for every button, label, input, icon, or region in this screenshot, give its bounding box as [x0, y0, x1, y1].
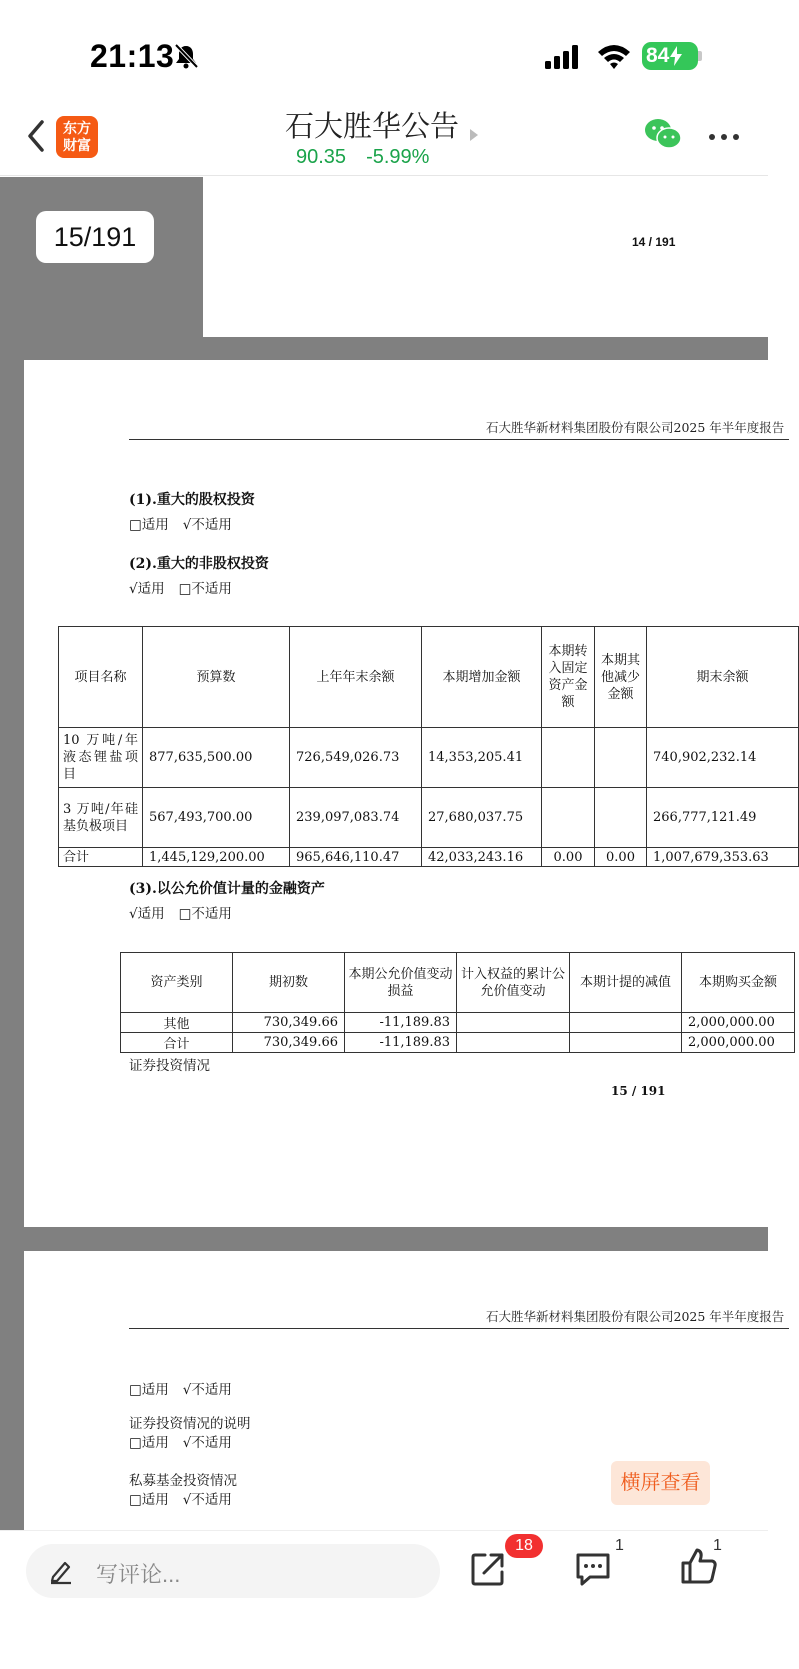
table-cell — [570, 1013, 682, 1033]
share-icon[interactable] — [470, 1551, 506, 1587]
option-applicable: □适用 — [129, 1382, 169, 1398]
wifi-icon — [596, 42, 632, 70]
option-not-applicable: √不适用 — [182, 1435, 232, 1451]
section-2-options — [129, 577, 232, 597]
table-cell: 965,646,110.47 — [290, 848, 422, 867]
app-logo-line2: 财富 — [63, 137, 91, 153]
doc-header-text: 石大胜华新材料集团股份有限公司2025 年半年度报告 — [486, 420, 785, 435]
table-cell: 0.00 — [542, 848, 595, 867]
option-applicable: □适用 — [129, 1492, 169, 1508]
like-count: 1 — [713, 1537, 722, 1554]
column-header: 本期增加金额 — [422, 627, 542, 728]
column-header: 预算数 — [143, 627, 290, 728]
table-cell: -11,189.83 — [345, 1033, 457, 1053]
cellular-signal-icon — [545, 44, 585, 70]
table-cell: 42,033,243.16 — [422, 848, 542, 867]
table-cell: 239,097,083.74 — [290, 788, 422, 848]
securities-desc-label: 证券投资情况的说明 — [129, 1416, 251, 1432]
table-row — [59, 728, 799, 788]
option-not-applicable: √不适用 — [182, 1382, 232, 1398]
table-cell: 1,007,679,353.63 — [647, 848, 799, 867]
pdf-viewer[interactable] — [0, 177, 785, 1530]
wechat-share-icon[interactable] — [644, 118, 682, 150]
table-cell — [570, 1033, 682, 1053]
comment-input[interactable] — [26, 1544, 440, 1598]
app-logo-line1: 东方 — [63, 120, 91, 136]
table-cell: 740,902,232.14 — [647, 728, 799, 788]
securities-options — [129, 1378, 232, 1398]
doc-header-text: 石大胜华新材料集团股份有限公司2025 年半年度报告 — [486, 1309, 785, 1324]
table-total-row — [121, 1033, 795, 1053]
page-16 — [24, 1251, 785, 1551]
section-3-options — [129, 902, 232, 922]
stock-price: 90.35 — [296, 146, 347, 168]
page-15 — [24, 360, 785, 1227]
table-cell: 其他 — [121, 1013, 233, 1033]
stock-change: -5.99% — [366, 146, 430, 168]
table-cell: 合计 — [121, 1033, 233, 1053]
option-applicable: □适用 — [129, 1435, 169, 1451]
comment-placeholder: 写评论... — [96, 1562, 181, 1587]
doc-header — [129, 414, 789, 440]
table-cell: -11,189.83 — [345, 1013, 457, 1033]
table-cell: 0.00 — [595, 848, 647, 867]
table-cell: 567,493,700.00 — [143, 788, 290, 848]
charging-bolt-icon — [669, 46, 683, 66]
option-applicable: √适用 — [129, 906, 165, 922]
status-bar — [0, 0, 768, 100]
column-header: 本期购买金额 — [682, 953, 795, 1013]
column-header: 资产类别 — [121, 953, 233, 1013]
battery-indicator — [642, 42, 698, 70]
table-header-row — [121, 953, 795, 1013]
status-time: 21:13 — [90, 38, 175, 74]
table-cell — [595, 728, 647, 788]
column-header: 本期公允价值变动损益 — [345, 953, 457, 1013]
landscape-view-button[interactable]: 横屏查看 — [611, 1461, 710, 1505]
table-cell: 2,000,000.00 — [682, 1033, 795, 1053]
non-equity-investment-table — [58, 626, 799, 867]
comment-icon[interactable] — [574, 1551, 612, 1587]
table-cell: 27,680,037.75 — [422, 788, 542, 848]
section-3-title: (3).以公允价值计量的金融资产 — [129, 881, 325, 897]
table-cell — [542, 788, 595, 848]
table-cell: 3 万吨/年硅基负极项目 — [59, 788, 143, 848]
column-header: 本期计提的减值 — [570, 953, 682, 1013]
column-header: 计入权益的累计公允价值变动 — [457, 953, 570, 1013]
table-cell — [457, 1033, 570, 1053]
pencil-icon — [48, 1558, 74, 1584]
table-row — [121, 1013, 795, 1033]
option-applicable: √适用 — [129, 581, 165, 597]
bell-off-icon — [172, 42, 200, 70]
expand-arrow-icon[interactable] — [470, 129, 478, 141]
table-row — [59, 788, 799, 848]
option-applicable: □适用 — [129, 517, 169, 533]
table-cell: 合计 — [59, 848, 143, 867]
private-equity-label: 私募基金投资情况 — [129, 1473, 237, 1489]
securities-desc-options — [129, 1431, 232, 1451]
column-header: 期末余额 — [647, 627, 799, 728]
table-cell: 14,353,205.41 — [422, 728, 542, 788]
stock-quote[interactable] — [296, 146, 429, 169]
table-cell — [542, 728, 595, 788]
table-cell: 2,000,000.00 — [682, 1013, 795, 1033]
table-cell: 730,349.66 — [233, 1033, 345, 1053]
section-2-title: (2).重大的非股权投资 — [129, 556, 269, 572]
battery-tip — [698, 51, 702, 61]
page-number: 15 / 191 — [611, 1084, 666, 1098]
section-1-title: (1).重大的股权投资 — [129, 492, 255, 508]
column-header: 本期其他减少金额 — [595, 627, 647, 728]
private-equity-options — [129, 1488, 232, 1508]
table-cell — [457, 1013, 570, 1033]
top-nav-bar — [0, 100, 768, 176]
prev-page-number: 14 / 191 — [632, 235, 676, 249]
option-not-applicable: √不适用 — [182, 517, 232, 533]
table-cell: 266,777,121.49 — [647, 788, 799, 848]
doc-header — [129, 1303, 789, 1329]
option-not-applicable: √不适用 — [182, 1492, 232, 1508]
column-header: 项目名称 — [59, 627, 143, 728]
fair-value-assets-table — [120, 952, 795, 1053]
option-not-applicable: □不适用 — [178, 581, 232, 597]
table-cell: 10 万吨/年液态锂盐项目 — [59, 728, 143, 788]
table-total-row — [59, 848, 799, 867]
previous-page — [203, 177, 768, 337]
column-header: 本期转入固定资产金额 — [542, 627, 595, 728]
comment-count: 1 — [615, 1537, 624, 1554]
battery-level: 84 — [646, 44, 670, 67]
section-1-options — [129, 513, 232, 533]
bottom-action-bar — [0, 1530, 768, 1669]
table-cell — [595, 788, 647, 848]
securities-investment-label: 证券投资情况 — [129, 1058, 210, 1074]
more-options-icon[interactable] — [708, 133, 740, 141]
share-count-badge: 18 — [505, 1534, 543, 1558]
page-indicator: 15/191 — [36, 211, 154, 263]
table-cell: 726,549,026.73 — [290, 728, 422, 788]
option-not-applicable: □不适用 — [178, 906, 232, 922]
page-title[interactable]: 石大胜华公告 — [284, 111, 459, 143]
table-header-row — [59, 627, 799, 728]
table-cell: 730,349.66 — [233, 1013, 345, 1033]
column-header: 上年年末余额 — [290, 627, 422, 728]
table-cell: 877,635,500.00 — [143, 728, 290, 788]
table-cell: 1,445,129,200.00 — [143, 848, 290, 867]
column-header: 期初数 — [233, 953, 345, 1013]
